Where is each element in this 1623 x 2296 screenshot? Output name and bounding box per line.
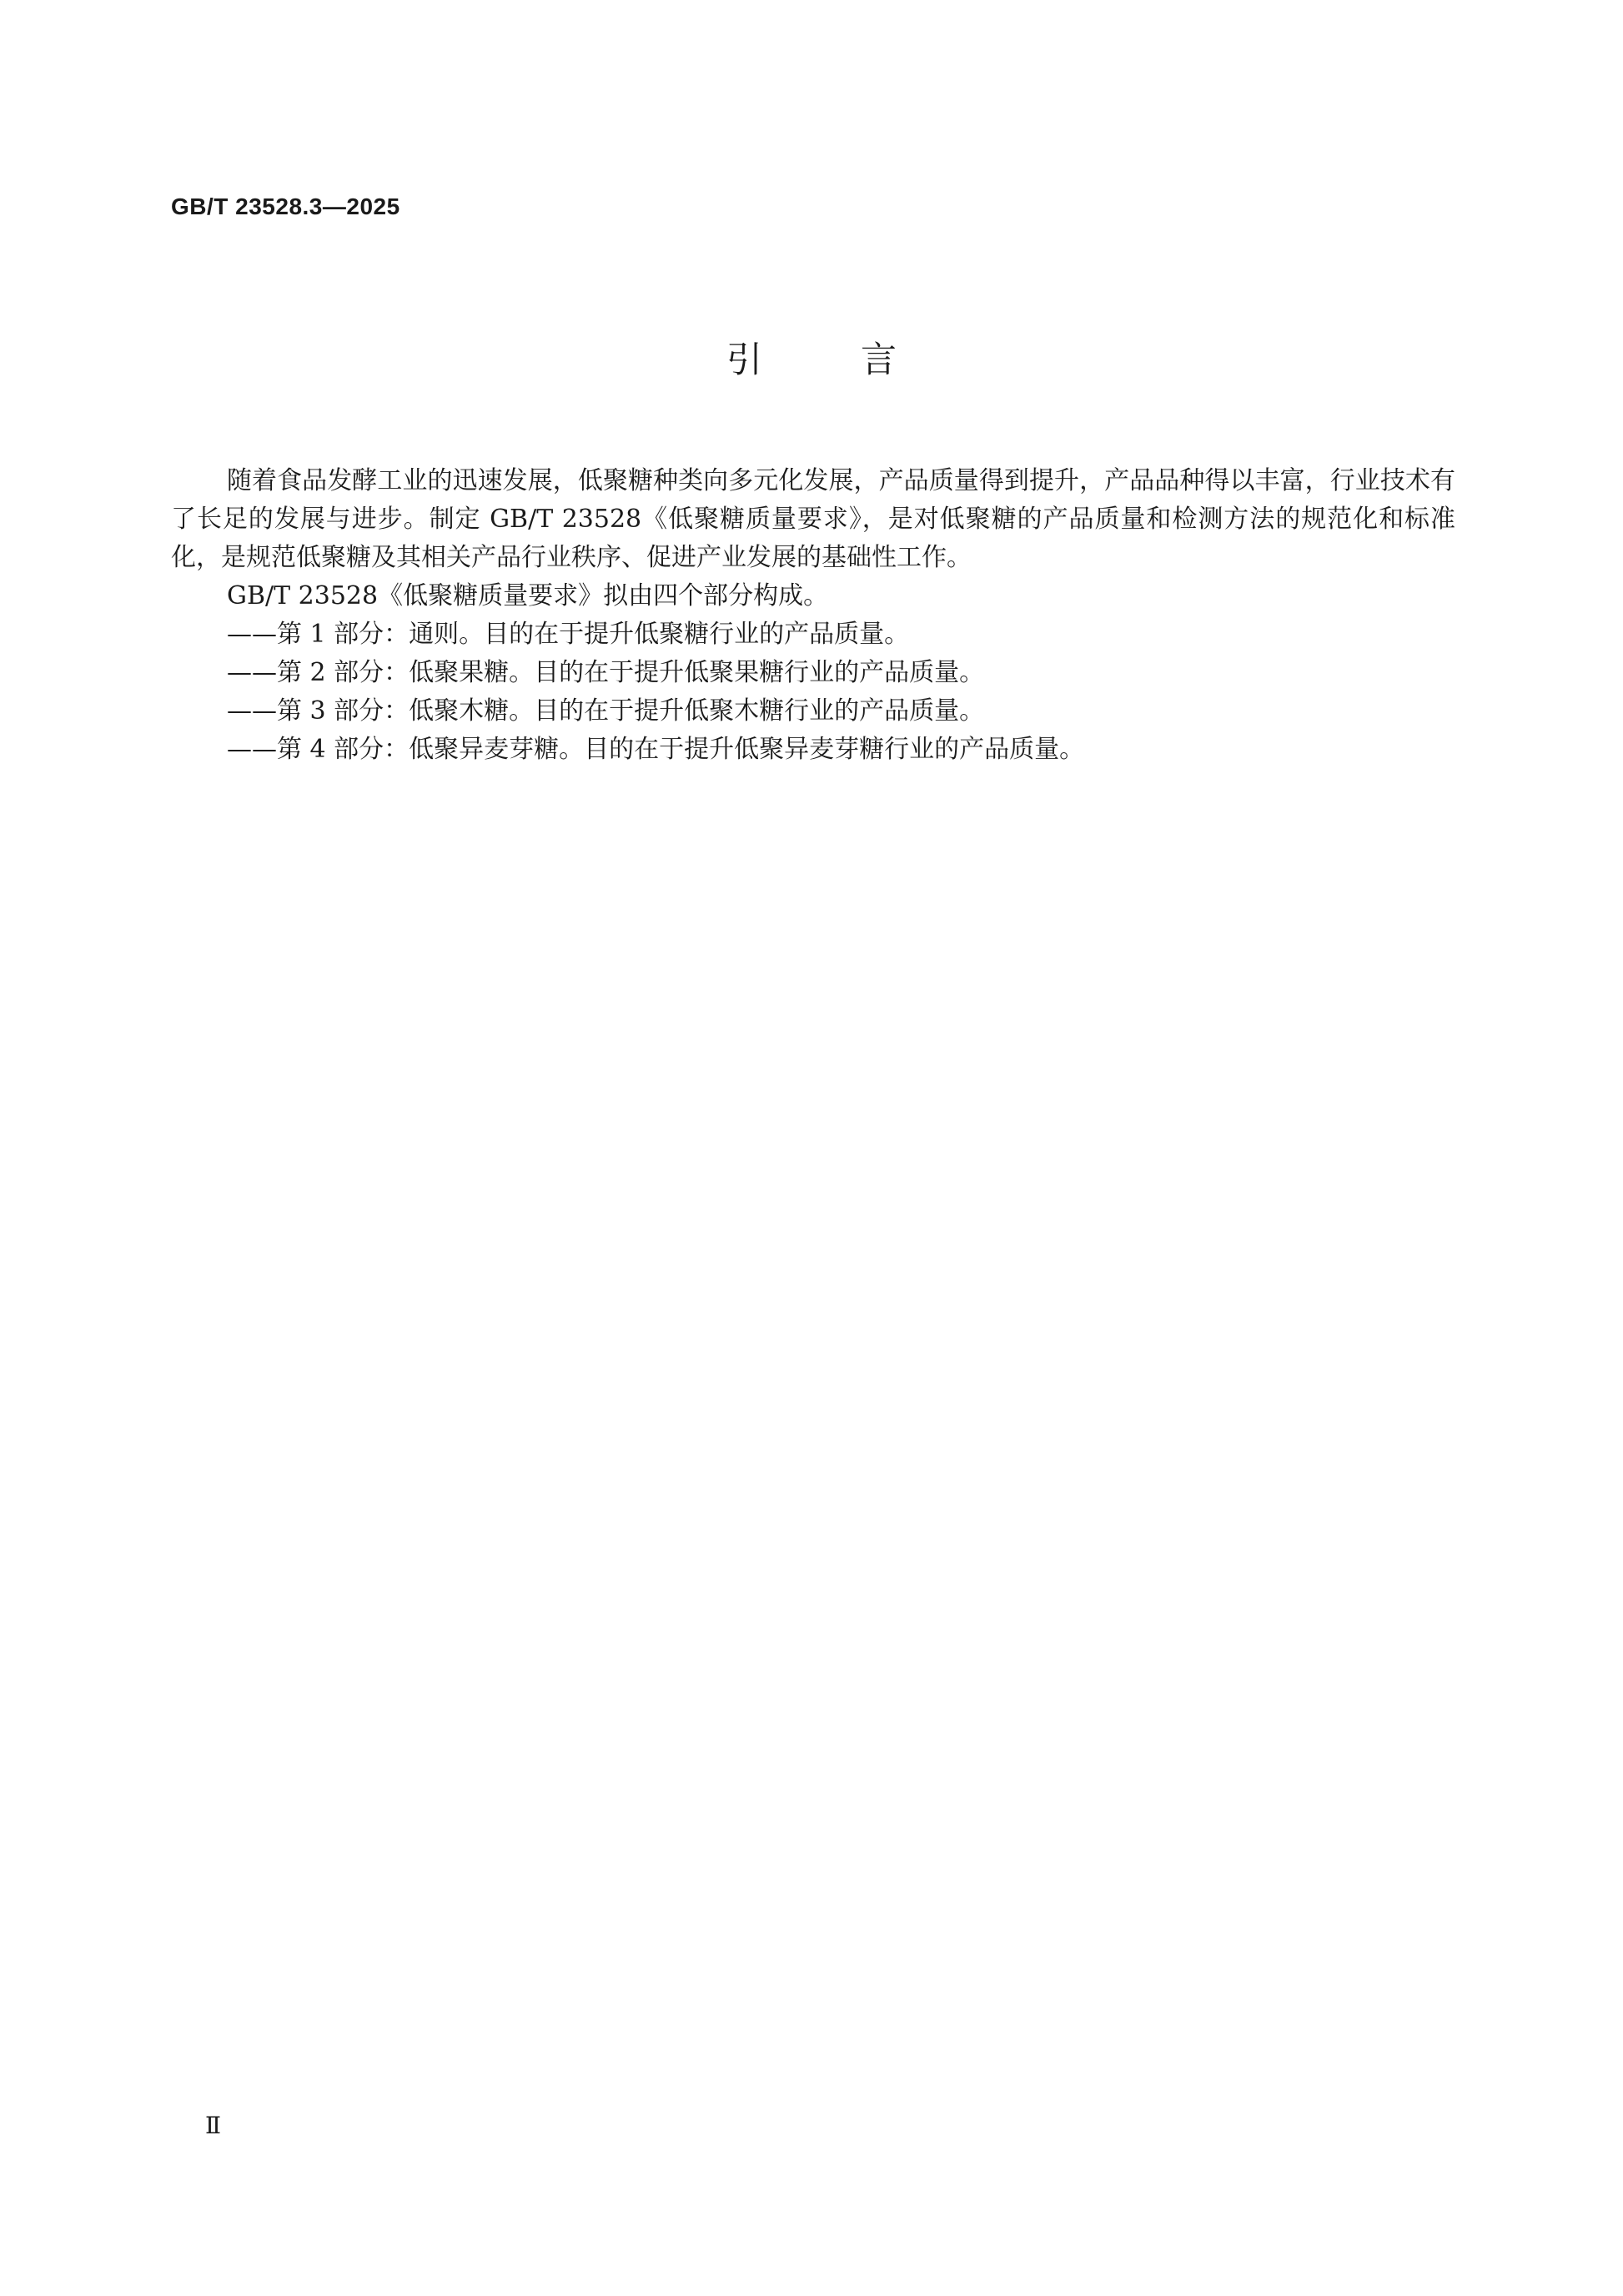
document-body <box>171 462 1455 769</box>
list-item: ——第 2 部分：低聚果糖。目的在于提升低聚果糖行业的产品质量。 <box>227 658 985 687</box>
list-item: ——第 1 部分：通则。目的在于提升低聚糖行业的产品质量。 <box>227 620 910 649</box>
structure-paragraph: GB/T 23528《低聚糖质量要求》拟由四个部分构成。 <box>227 581 829 610</box>
page-title: 引言 <box>726 339 995 381</box>
intro-paragraph: 随着食品发酵工业的迅速发展，低聚糖种类向多元化发展，产品质量得到提升，产品品种得以丰富，行业技术有了长足的发展与进步。制定 GB/T 23528《低聚糖质量要求》，是对低聚糖的产品质量和检测方法的规范化和标准化，是规范低聚糖及其相关产品行业秩序、促进产业发展的基础性工作。 <box>171 466 1455 572</box>
list-item: ——第 4 部分：低聚异麦芽糖。目的在于提升低聚异麦芽糖行业的产品质量。 <box>227 735 1085 764</box>
page-number: Ⅱ <box>205 2113 222 2139</box>
standard-code: GB/T 23528.3—2025 <box>171 193 400 219</box>
list-item: ——第 3 部分：低聚木糖。目的在于提升低聚木糖行业的产品质量。 <box>227 696 985 726</box>
